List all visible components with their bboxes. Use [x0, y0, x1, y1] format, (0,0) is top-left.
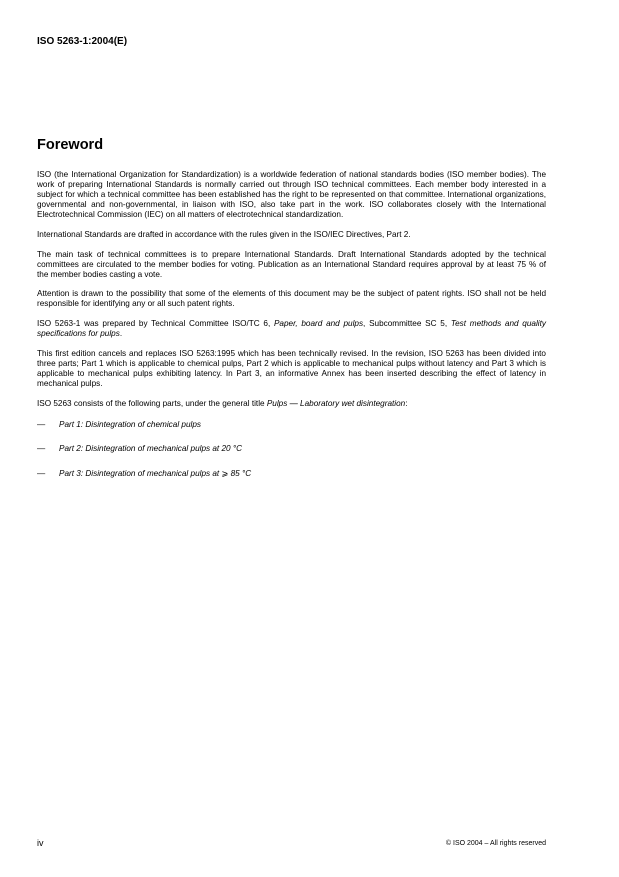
list-item-text: Part 2: Disintegration of mechanical pulps at 20 °C [59, 444, 243, 454]
list-item [37, 469, 546, 479]
paragraph-edition: This first edition cancels and replaces ISO 5263:1995 which has been technically revised. In the revision, ISO 5263 has been divided into three parts; Part 1 which is applicable to chemical pulps, Part 2 which is applicable to mechanical pulps without latency and Part 3 which is applicable to mechanical pulps exhibiting latency. In Part 3, an informative Annex has been inserted describing the effect of latency in mechanical pulps. [37, 348, 546, 388]
prepared-subcommittee-title: Test methods and quality specifications for pulps [37, 319, 546, 339]
page-title: Foreword [37, 137, 104, 153]
document-header: ISO 5263-1:2004(E) [37, 36, 128, 47]
list-item [37, 420, 546, 430]
paragraph-committees: The main task of technical committees is to prepare International Standards. Draft International Standards adopted by the technical committees are circulated to the member bodies for voting. Publication as an International Standard requires approval by at least 75 % of the member bodies casting a vote. [37, 249, 546, 279]
list-dash: — [37, 468, 46, 478]
page-number: iv [37, 838, 44, 848]
paragraph-patent: Attention is drawn to the possibility that some of the elements of this document may be the subject of patent rights. ISO shall not be held responsible for identifying any or all such patent rights. [37, 289, 546, 309]
copyright-notice: © ISO 2004 – All rights reserved [445, 840, 546, 847]
prepared-committee-title: Paper, board and pulps [273, 319, 364, 329]
list-item-text: Part 3: Disintegration of mechanical pulps at ⩾ 85 °C [59, 468, 252, 478]
prepared-text-a: ISO 5263-1 was prepared by Technical Committee ISO/TC 6, [37, 319, 274, 329]
prepared-text-e: . [119, 329, 123, 339]
list-dash: — [37, 419, 46, 429]
body-text [37, 170, 546, 493]
list-item [37, 444, 546, 454]
parts-general-title: Pulps — Laboratory wet disintegration [266, 398, 406, 408]
parts-intro-c: : [405, 398, 408, 408]
paragraph-iso-intro: ISO (the International Organization for Standardization) is a worldwide federation of national standards bodies (ISO member bodies). The work of preparing International Standards is normally carried out through ISO technical committees. Each member body interested in a subject for which a technical committee has been established has the right to be represented on that committee. International organizations, governmental and non-governmental, in liaison with ISO, also take part in the work. ISO collaborates closely with the International Electrotechnical Commission (IEC) on all matters of electrotechnical standardization. [37, 170, 546, 220]
paragraph-directives: International Standards are drafted in accordance with the rules given in the ISO/IEC Directives, Part 2. [37, 229, 411, 239]
list-item-text: Part 1: Disintegration of chemical pulps [59, 419, 201, 429]
prepared-text-c: , Subcommittee SC 5, [363, 319, 451, 329]
paragraph-prepared-by [37, 319, 546, 339]
paragraph-parts-intro [37, 399, 546, 409]
parts-intro-a: ISO 5263 consists of the following parts, under the general title [37, 398, 267, 408]
list-dash: — [37, 444, 46, 454]
